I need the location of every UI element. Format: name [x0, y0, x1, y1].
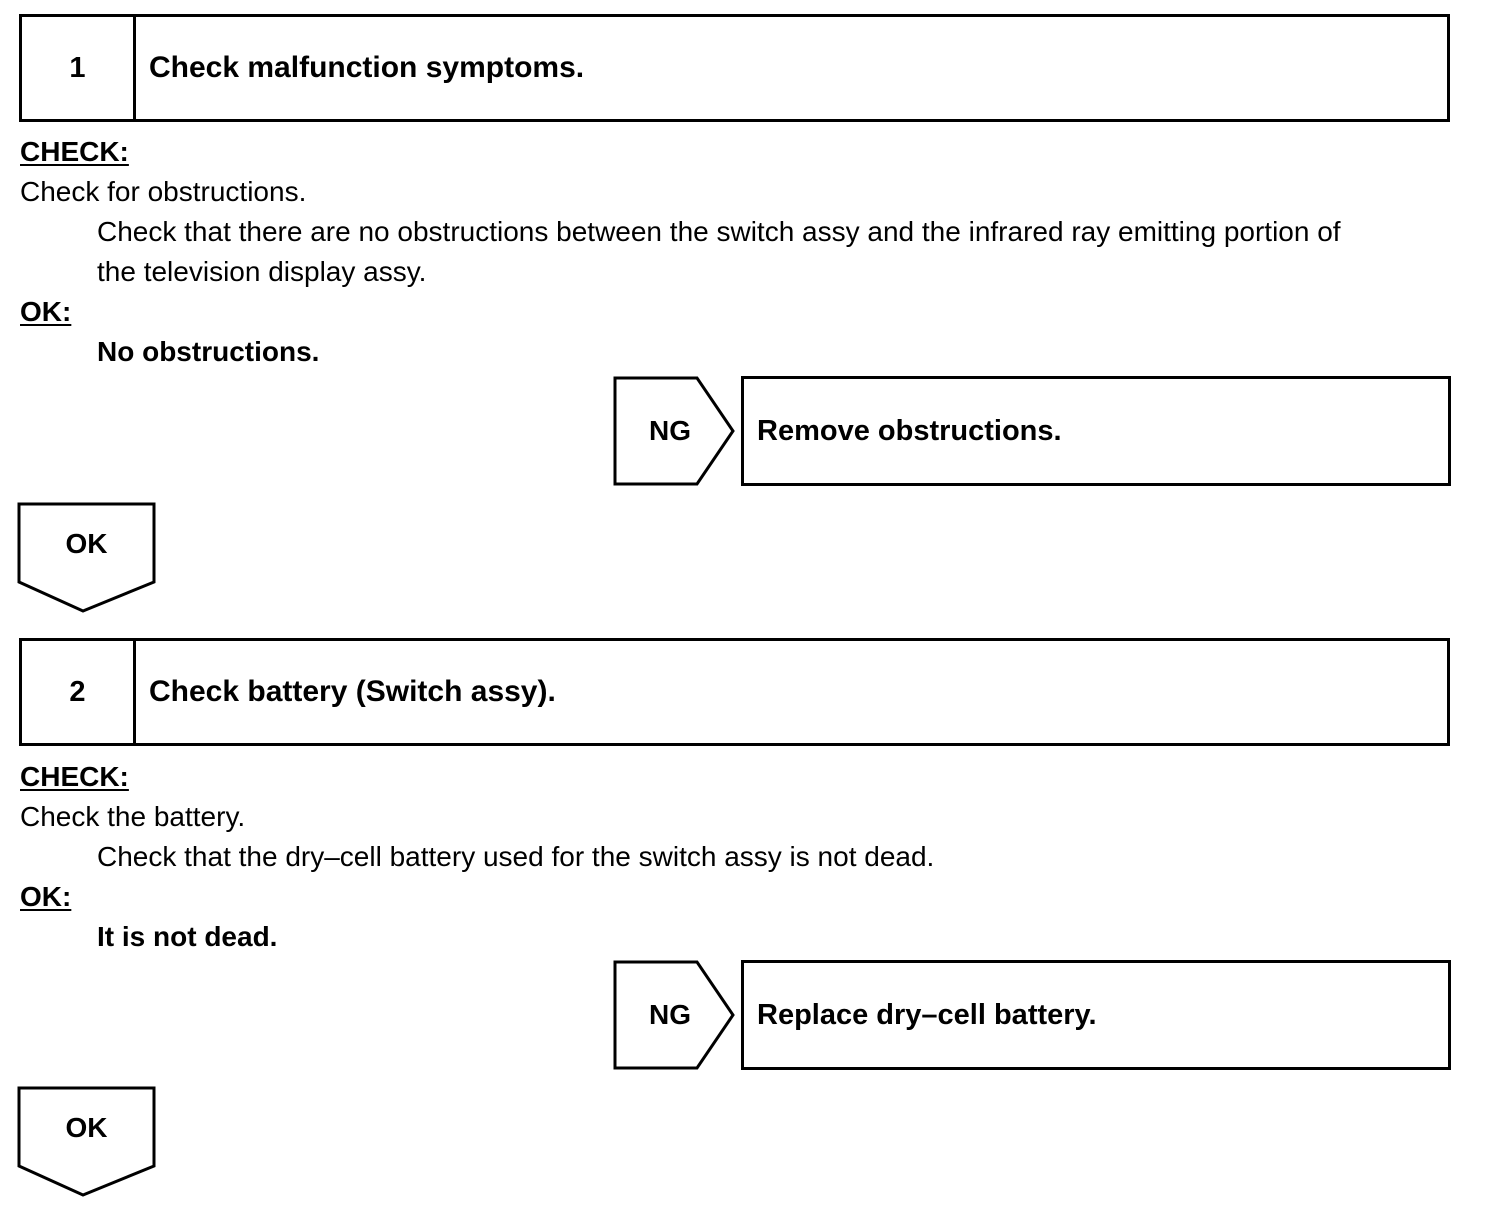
step-2-ok-label: OK: — [20, 881, 72, 912]
step-1-ok-label: OK: — [20, 296, 72, 327]
step-1-ok-result: No obstructions. — [97, 336, 320, 367]
step-2-ok-result: It is not dead. — [97, 921, 278, 952]
step-2-ng-label: NG — [649, 999, 691, 1030]
step-1-check-text: Check for obstructions. — [20, 176, 307, 207]
step-2-check-text: Check the battery. — [20, 801, 246, 832]
step-2-ok-arrow-label: OK — [65, 1112, 108, 1143]
step-1-title: Check malfunction symptoms. — [149, 51, 585, 84]
step-1-ok-arrow-label: OK — [65, 528, 108, 559]
step-2-detail-line-1: Check that the dry–cell battery used for the switch assy is not dead. — [97, 841, 935, 872]
step-2-title: Check battery (Switch assy). — [149, 675, 556, 708]
step-2-header — [19, 638, 1450, 746]
step-2-check-label: CHECK: — [20, 761, 129, 792]
step-1-ng-action: Remove obstructions. — [741, 376, 1451, 486]
step-2-number: 2 — [22, 641, 136, 743]
step-1-check-label: CHECK: — [20, 136, 129, 167]
step-1-header — [19, 14, 1450, 122]
step-1-detail-line-2: the television display assy. — [97, 256, 427, 287]
step-1-ng-label: NG — [649, 415, 691, 446]
step-1-detail-line-1: Check that there are no obstructions between the switch assy and the infrared ray emitting portion of — [97, 216, 1341, 247]
step-1-number: 1 — [22, 17, 136, 119]
step-2-ng-action: Replace dry–cell battery. — [741, 960, 1451, 1070]
